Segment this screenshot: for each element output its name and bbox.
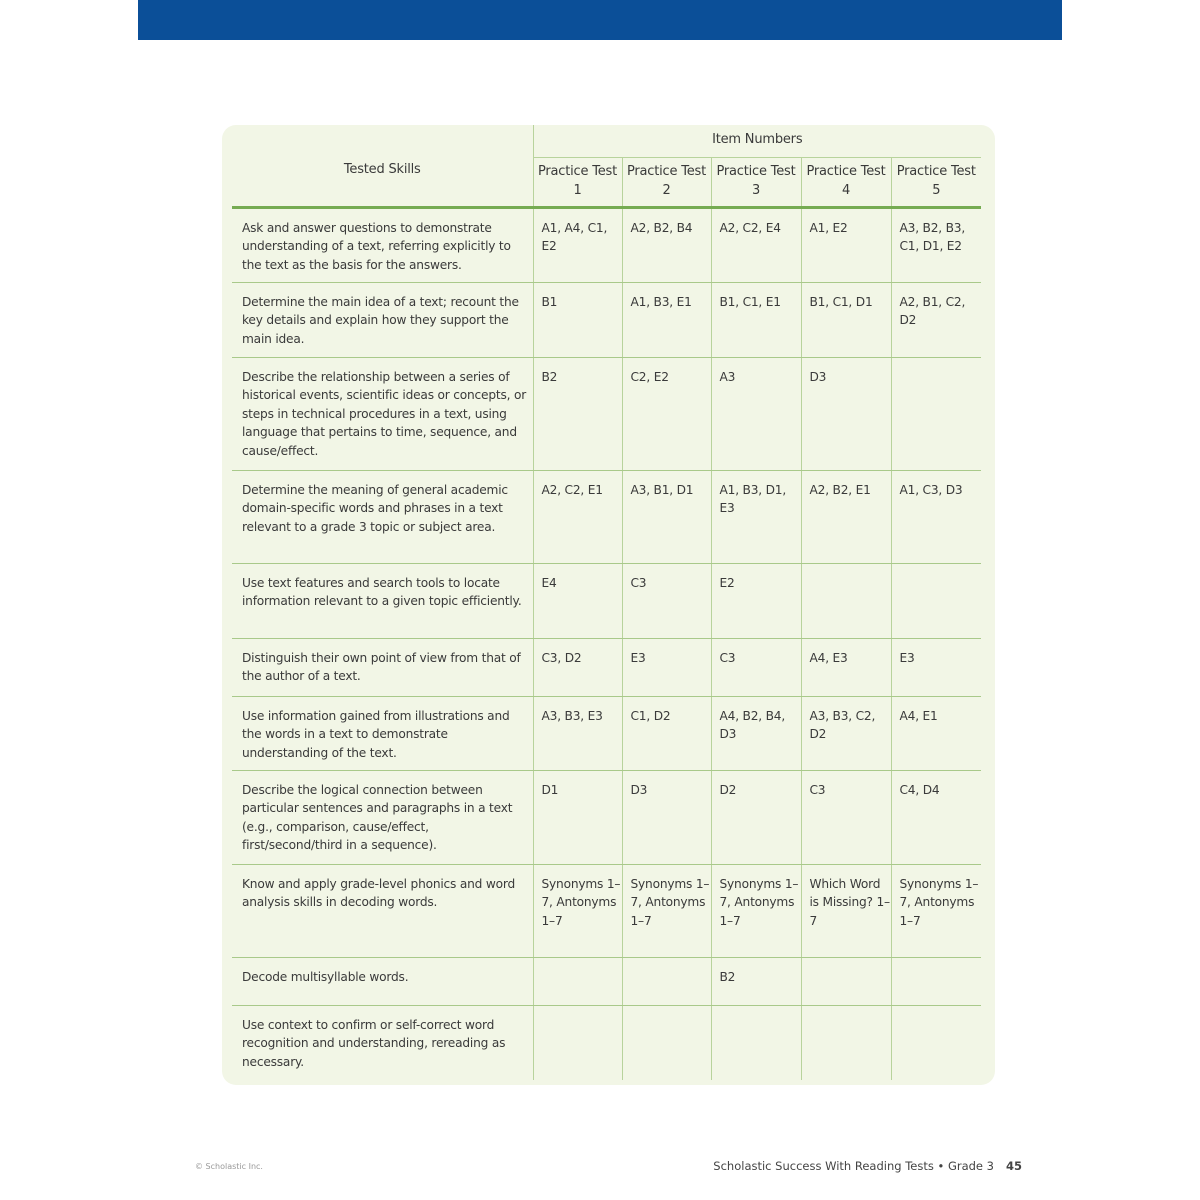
item-cell: C4, D4 [891, 770, 981, 864]
skill-cell: Determine the main idea of a text; recount the key details and explain how they support the main idea. [232, 282, 533, 357]
test-header-3: Practice Test 3 [711, 157, 801, 207]
item-cell: E4 [533, 563, 622, 638]
item-cell [891, 1005, 981, 1080]
item-cell: D3 [622, 770, 711, 864]
item-cell: C3 [801, 770, 891, 864]
skill-cell: Ask and answer questions to demonstrate understanding of a text, referring explicitly to the text as the basis for the answers. [232, 207, 533, 282]
page-number: 45 [1005, 1159, 1022, 1173]
item-cell: C2, E2 [622, 357, 711, 470]
item-cell: B1, C1, D1 [801, 282, 891, 357]
table-row [232, 696, 981, 770]
item-cell: B2 [533, 357, 622, 470]
item-cell: D2 [711, 770, 801, 864]
item-cell: C3 [711, 638, 801, 696]
copyright: © Scholastic Inc. [195, 1162, 263, 1171]
item-cell: A4, E1 [891, 696, 981, 770]
item-cell [801, 957, 891, 1005]
table-row [232, 470, 981, 563]
item-cell [801, 563, 891, 638]
tested-skills-header: Tested Skills [232, 125, 533, 207]
item-cell: A1, E2 [801, 207, 891, 282]
skills-table [232, 125, 981, 1080]
item-cell: A1, A4, C1, E2 [533, 207, 622, 282]
item-cell: A3, B1, D1 [622, 470, 711, 563]
item-cell: A1, B3, D1, E3 [711, 470, 801, 563]
table-row [232, 638, 981, 696]
item-cell: A3, B3, C2, D2 [801, 696, 891, 770]
table-row [232, 357, 981, 470]
item-cell [533, 957, 622, 1005]
table-row [232, 957, 981, 1005]
item-cell: A2, C2, E1 [533, 470, 622, 563]
item-cell: A1, B3, E1 [622, 282, 711, 357]
skill-cell: Decode multisyllable words. [232, 957, 533, 1005]
header-bar [138, 0, 1062, 40]
item-cell [891, 957, 981, 1005]
skill-cell: Use context to confirm or self-correct word recognition and understanding, rereading as necessary. [242, 1017, 506, 1069]
table-row [232, 770, 981, 864]
item-cell: A2, B2, E1 [801, 470, 891, 563]
item-cell: E3 [891, 638, 981, 696]
item-cell: B1 [533, 282, 622, 357]
item-cell [622, 957, 711, 1005]
skill-cell: Use text features and search tools to locate information relevant to a given topic efficiently. [232, 563, 533, 638]
item-cell: D1 [533, 770, 622, 864]
item-cell: E3 [622, 638, 711, 696]
item-cell: Synonyms 1–7, Antonyms 1–7 [622, 864, 711, 957]
item-cell: E2 [711, 563, 801, 638]
item-cell: Synonyms 1–7, Antonyms 1–7 [533, 864, 622, 957]
item-cell: A2, B2, B4 [622, 207, 711, 282]
item-cell: C3, D2 [533, 638, 622, 696]
item-cell [711, 1005, 801, 1080]
item-cell: B2 [711, 957, 801, 1005]
footer-book-title [713, 1159, 1022, 1173]
table-row [232, 563, 981, 638]
item-cell: Synonyms 1–7, Antonyms 1–7 [891, 864, 981, 957]
item-cell [622, 1005, 711, 1080]
item-cell: A1, C3, D3 [891, 470, 981, 563]
item-cell: B1, C1, E1 [711, 282, 801, 357]
item-cell: A4, B2, B4, D3 [711, 696, 801, 770]
table-row [232, 1005, 981, 1080]
item-cell: A3, B3, E3 [533, 696, 622, 770]
item-cell: C1, D2 [622, 696, 711, 770]
item-cell [533, 1005, 622, 1080]
skill-cell: Determine the meaning of general academic domain-specific words and phrases in a text relevant to a grade 3 topic or subject area. [232, 470, 533, 563]
skill-cell: Use information gained from illustrations and the words in a text to demonstrate understanding of the text. [232, 696, 533, 770]
table-row [232, 282, 981, 357]
test-header-2: Practice Test 2 [622, 157, 711, 207]
test-header-1: Practice Test 1 [533, 157, 622, 207]
item-cell: C3 [622, 563, 711, 638]
test-header-5: Practice Test 5 [891, 157, 981, 207]
item-cell: A2, C2, E4 [711, 207, 801, 282]
item-cell: A3 [711, 357, 801, 470]
table-row [232, 207, 981, 282]
book-title: Scholastic Success With Reading Tests • Grade 3 [713, 1159, 994, 1173]
item-cell [801, 1005, 891, 1080]
item-cell: Synonyms 1–7, Antonyms 1–7 [711, 864, 801, 957]
skill-cell: Describe the relationship between a series of historical events, scientific ideas or concepts, or steps in technical procedures in a text, using language that pertains to time, sequence, and cause/effect. [232, 357, 533, 470]
item-numbers-header: Item Numbers [533, 125, 981, 157]
item-cell: Which Word is Missing? 1–7 [801, 864, 891, 957]
skill-cell: Distinguish their own point of view from that of the author of a text. [232, 638, 533, 696]
test-header-4: Practice Test 4 [801, 157, 891, 207]
item-cell: A4, E3 [801, 638, 891, 696]
item-cell: A3, B2, B3, C1, D1, E2 [891, 207, 981, 282]
item-cell: A2, B1, C2, D2 [891, 282, 981, 357]
item-cell: D3 [801, 357, 891, 470]
skill-cell: Describe the logical connection between particular sentences and paragraphs in a text (e.g., comparison, cause/effect, first/second/third in a sequence). [232, 770, 533, 864]
item-cell [891, 563, 981, 638]
table-row [232, 864, 981, 957]
skill-cell: Know and apply grade-level phonics and word analysis skills in decoding words. [232, 864, 533, 957]
item-cell [891, 357, 981, 470]
